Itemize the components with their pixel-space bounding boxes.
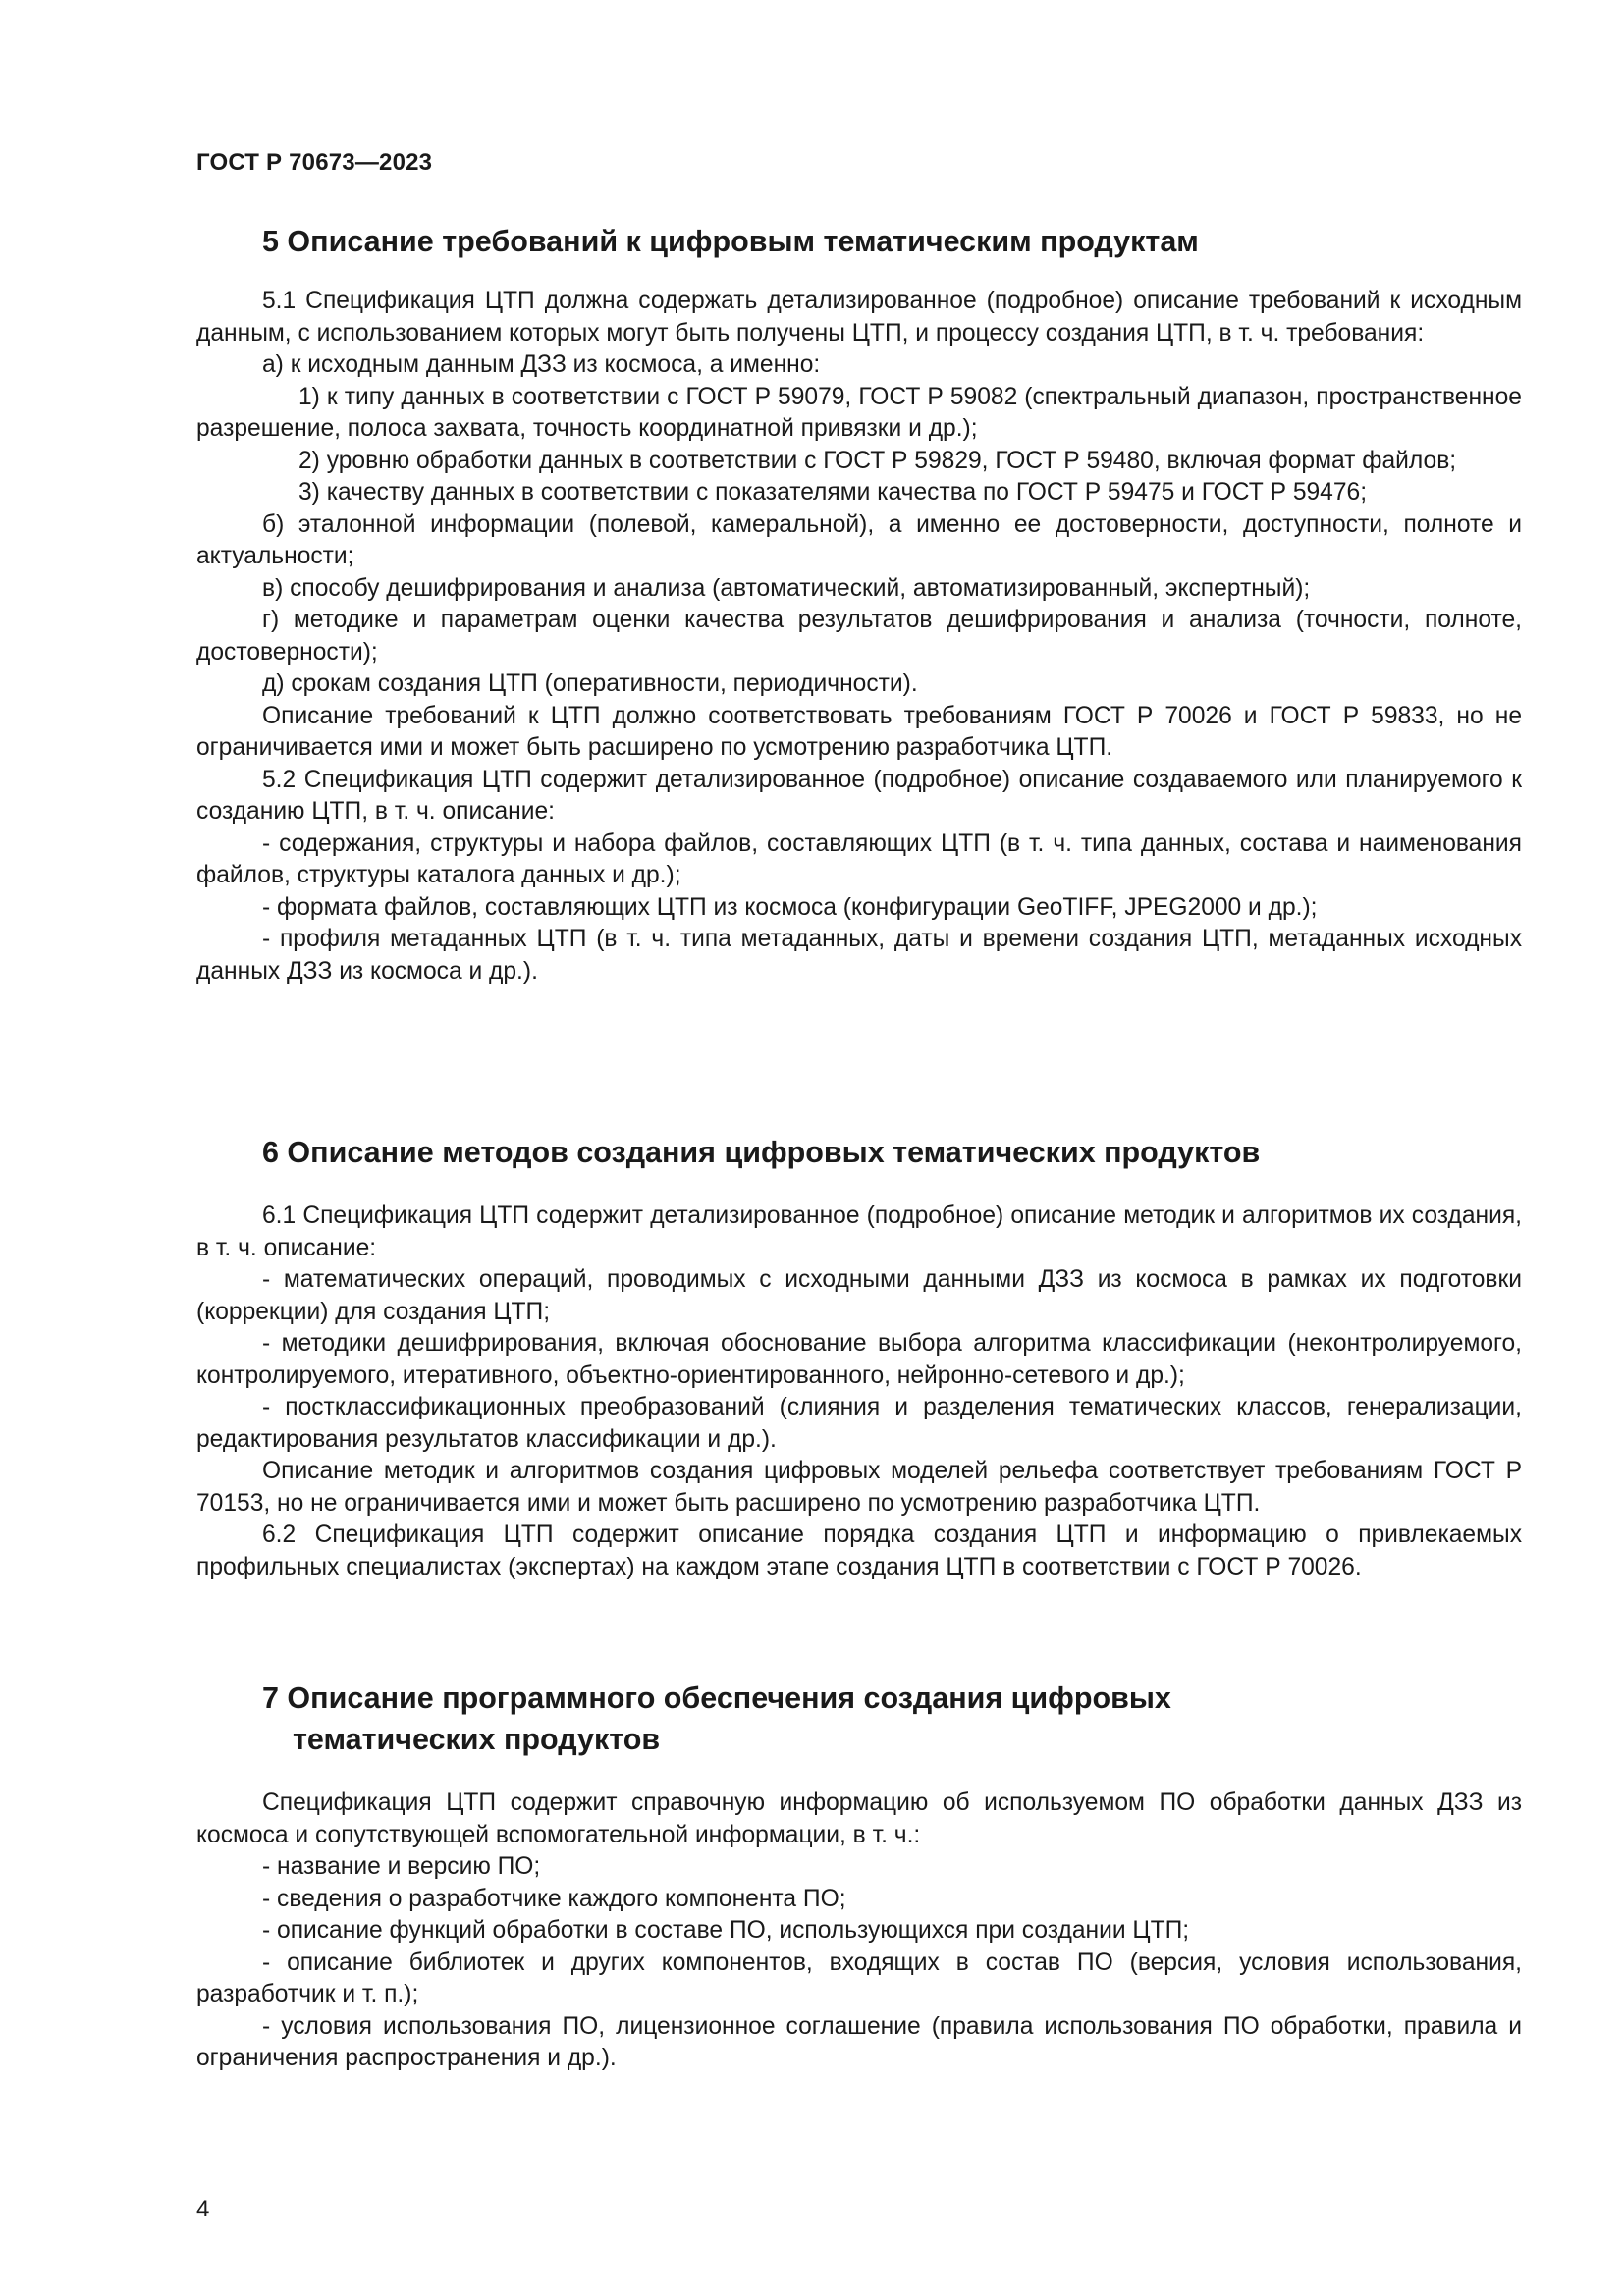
paragraph-6-2: 6.2 Спецификация ЦТП содержит описание порядка создания ЦТП и информацию о привлекаемых профильных специалистах (экспертах) на каждом этапе создания ЦТП в соответствии с ГОСТ Р 70026. [196, 1522, 1522, 1580]
list-item-developer: - сведения о разработчике каждого компонента ПО; [262, 1885, 846, 1912]
list-item-a2: 2) уровню обработки данных в соответствии с ГОСТ Р 59829, ГОСТ Р 59480, включая формат файлов; [298, 447, 1457, 474]
section-7-title-line2: тематических продуктов [293, 1723, 661, 1756]
list-item-format: - формата файлов, составляющих ЦТП из космоса (конфигурации GeoTIFF, JPEG2000 и др.); [262, 893, 1318, 921]
list-item-postclass: - постклассификационных преобразований (слияния и разделения тематических классов, генерализации, редактирования результатов классификации и др.). [196, 1394, 1522, 1453]
paragraph-requirements-note: Описание требований к ЦТП должно соответствовать требованиям ГОСТ Р 70026 и ГОСТ Р 59833, но не ограничивается ими и может быть расширено по усмотрению разработчика ЦТП. [196, 702, 1522, 761]
list-item-a1: 1) к типу данных в соответствии с ГОСТ Р 59079, ГОСТ Р 59082 (спектральный диапазон, пространственное разрешение, полоса захвата, точность координатной привязки и др.); [196, 383, 1522, 442]
list-item-metadata: - профиля метаданных ЦТП (в т. ч. типа метаданных, даты и времени создания ЦТП, метаданных исходных данных ДЗЗ из космоса и др.). [196, 926, 1522, 985]
list-item-name-version: - название и версию ПО; [262, 1853, 541, 1880]
section-5 [196, 221, 1522, 988]
section-5-title: 5 Описание требований к цифровым тематическим продуктам [262, 225, 1199, 258]
section-7-title-line1: 7 Описание программного обеспечения создания цифровых [262, 1682, 1171, 1715]
paragraph-6-1: 6.1 Спецификация ЦТП содержит детализированное (подробное) описание методик и алгоритмов их создания, в т. ч. описание: [196, 1202, 1522, 1261]
list-item-decoding: - методики дешифрирования, включая обоснование выбора алгоритма классификации (неконтролируемого, контролируемого, итеративного, объектно-ориентированного, нейронно-сетевого и др.); [196, 1330, 1522, 1389]
section-6-title: 6 Описание методов создания цифровых тематических продуктов [262, 1136, 1261, 1169]
list-item-libraries: - описание библиотек и других компонентов, входящих в состав ПО (версия, условия использования, разработчик и т. п.); [196, 1949, 1522, 2007]
list-item-functions: - описание функций обработки в составе ПО, использующихся при создании ЦТП; [262, 1917, 1190, 1944]
list-item-math: - математических операций, проводимых с исходными данными ДЗЗ из космоса в рамках их подготовки (коррекции) для создания ЦТП; [196, 1266, 1522, 1325]
document-id-header: ГОСТ Р 70673—2023 [196, 149, 433, 176]
list-item-a: а) к исходным данным ДЗЗ из космоса, а именно: [262, 351, 821, 378]
paragraph-5-2: 5.2 Спецификация ЦТП содержит детализированное (подробное) описание создаваемого или планируемого к созданию ЦТП, в т. ч. описание: [196, 766, 1522, 825]
paragraph-relief-models: Описание методик и алгоритмов создания цифровых моделей рельефа соответствует требованиям ГОСТ Р 70153, но не ограничивается ими и может быть расширено по усмотрению разработчика ЦТП. [196, 1458, 1522, 1517]
list-item-b: б) эталонной информации (полевой, камеральной), а именно ее достоверности, доступности, полноте и актуальности; [196, 510, 1522, 569]
list-item-d: д) срокам создания ЦТП (оперативности, периодичности). [262, 670, 918, 697]
list-item-content: - содержания, структуры и набора файлов, составляющих ЦТП (в т. ч. типа данных, состава и наименования файлов, структуры каталога данных и др.); [196, 829, 1522, 888]
paragraph-7-intro: Спецификация ЦТП содержит справочную информацию об используемом ПО обработки данных ДЗЗ из космоса и сопутствующей вспомогательной информации, в т. ч.: [196, 1789, 1522, 1848]
section-6 [196, 1132, 1522, 1583]
section-7 [196, 1678, 1522, 2075]
list-item-g: г) методике и параметрам оценки качества результатов дешифрирования и анализа (точности, полноте, достоверности); [196, 607, 1522, 666]
list-item-a3: 3) качеству данных в соответствии с показателями качества по ГОСТ Р 59475 и ГОСТ Р 59476; [298, 479, 1368, 506]
paragraph-5-1: 5.1 Спецификация ЦТП должна содержать детализированное (подробное) описание требований к исходным данным, с использованием которых могут быть получены ЦТП, и процессу создания ЦТП, в т. ч. требования: [196, 288, 1522, 347]
page-number: 4 [196, 2196, 210, 2222]
list-item-v: в) способу дешифрирования и анализа (автоматический, автоматизированный, экспертный); [262, 574, 1311, 602]
list-item-license: - условия использования ПО, лицензионное соглашение (правила использования ПО обработки, правила и ограничения распространения и др.). [196, 2012, 1522, 2071]
